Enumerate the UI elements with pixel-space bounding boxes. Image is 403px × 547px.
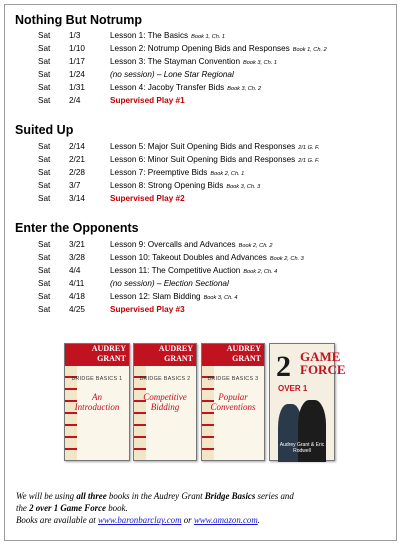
day-label: Sat	[38, 83, 51, 92]
lesson-desc	[110, 44, 327, 53]
book-series: BRIDGE BASICS 3	[207, 376, 259, 382]
lesson-desc	[110, 83, 261, 92]
lesson-title: Lesson 12: Slam Bidding	[110, 292, 201, 301]
day-label: Sat	[38, 70, 51, 79]
schedule-row	[0, 266, 400, 279]
book-ref: Book 1, Ch. 1	[191, 34, 226, 40]
lesson-title: Lesson 1: The Basics	[110, 31, 189, 40]
book-over-label: OVER 1	[278, 384, 308, 393]
date-label: 3/14	[69, 194, 85, 203]
date-label: 1/10	[69, 44, 85, 53]
date-label: 1/17	[69, 57, 85, 66]
book-author: AUDREY GRANT	[202, 344, 264, 366]
lesson-title: Lesson 9: Overcalls and Advances	[110, 240, 236, 249]
date-label: 2/14	[69, 142, 85, 151]
lesson-title: Lesson 7: Preemptive Bids	[110, 168, 208, 177]
footer-line-1: We will be using all three books in the Audrey Grant Bridge Basics series and	[16, 491, 294, 501]
lesson-title: Lesson 11: The Competitive Auction	[110, 266, 241, 275]
lesson-title: Lesson 3: The Stayman Convention	[110, 57, 241, 66]
book-ref: Book 3, Ch. 4	[203, 295, 238, 301]
day-label: Sat	[38, 194, 51, 203]
book-subtitle: Competitive Bidding	[143, 392, 187, 412]
date-label: 1/24	[69, 70, 85, 79]
date-label: 4/4	[69, 266, 81, 275]
book-cover-2-over-1-game-force	[269, 343, 346, 461]
book-author: AUDREY GRANT	[134, 344, 196, 366]
book-author: AUDREY GRANT	[65, 344, 129, 366]
schedule-row	[0, 70, 400, 83]
lesson-desc	[110, 266, 277, 275]
schedule-row	[0, 96, 400, 109]
lesson-desc	[110, 181, 260, 190]
schedule-row	[0, 292, 400, 305]
schedule-row	[0, 57, 400, 70]
book-ref: Book 2, Ch. 3	[269, 256, 304, 262]
date-label: 2/28	[69, 168, 85, 177]
schedule-row	[0, 155, 400, 168]
day-label: Sat	[38, 44, 51, 53]
date-label: 3/7	[69, 181, 81, 190]
lesson-title: Lesson 4: Jacoby Transfer Bids	[110, 83, 225, 92]
day-label: Sat	[38, 305, 51, 314]
book-series: BRIDGE BASICS 1	[71, 376, 123, 382]
no-session-note: (no session) – Election Sectional	[110, 279, 229, 288]
lesson-title: Lesson 2: Notrump Opening Bids and Responses	[110, 44, 290, 53]
book-covers	[64, 343, 346, 463]
book-cover-bridge-basics-2	[133, 343, 197, 461]
book-subtitle: Popular Conventions	[210, 392, 256, 412]
lesson-title: Lesson 10: Takeout Doubles and Advances	[110, 253, 267, 262]
amazon-link[interactable]: www.amazon.com	[193, 515, 258, 526]
day-label: Sat	[38, 181, 51, 190]
lesson-desc	[110, 31, 225, 40]
book-ref: 2/1 G. F.	[298, 145, 320, 151]
date-label: 4/11	[69, 279, 85, 288]
schedule-row	[0, 142, 400, 155]
book-cover-bridge-basics-3	[201, 343, 265, 461]
book-ref: Book 3, Ch. 2	[227, 86, 262, 92]
day-label: Sat	[38, 292, 51, 301]
schedule-row	[0, 31, 400, 44]
date-label: 4/18	[69, 292, 85, 301]
lesson-desc	[110, 240, 273, 249]
schedule-row	[0, 181, 400, 194]
book-ref: Book 2, Ch. 4	[243, 269, 278, 275]
day-label: Sat	[38, 31, 51, 40]
section-title-notrump: Nothing But Notrump	[15, 13, 143, 27]
lesson-desc	[110, 253, 304, 262]
book-ref: Book 3, Ch. 1	[243, 60, 277, 66]
day-label: Sat	[38, 240, 51, 249]
supervised-play-label: Supervised Play #2	[110, 194, 185, 203]
date-label: 2/21	[69, 155, 85, 164]
lesson-desc	[110, 155, 319, 164]
schedule-row	[0, 44, 400, 57]
section-title-suited-up: Suited Up	[15, 123, 74, 137]
book-ref: Book 2, Ch. 2	[238, 243, 273, 249]
schedule-row	[0, 83, 400, 96]
date-label: 1/31	[69, 83, 85, 92]
day-label: Sat	[38, 57, 51, 66]
day-label: Sat	[38, 279, 51, 288]
book-subtitle: An Introduction	[74, 392, 120, 412]
book-ref: Book 3, Ch. 3	[226, 184, 261, 190]
lesson-title: Lesson 6: Minor Suit Opening Bids and Responses	[110, 155, 296, 164]
day-label: Sat	[38, 168, 51, 177]
date-label: 1/3	[69, 31, 81, 40]
day-label: Sat	[38, 96, 51, 105]
baronbarclay-link[interactable]: www.baronbarclay.com	[98, 515, 182, 526]
section-title-opponents: Enter the Opponents	[15, 221, 139, 235]
date-label: 3/28	[69, 253, 85, 262]
day-label: Sat	[38, 142, 51, 151]
schedule-row	[0, 240, 400, 253]
date-label: 2/4	[69, 96, 81, 105]
book-ref: 2/1 G. F.	[298, 158, 320, 164]
schedule-row	[0, 168, 400, 181]
book-number: 2	[276, 350, 291, 383]
date-label: 4/25	[69, 305, 85, 314]
book-authors: Audrey Grant & Eric Rodwell	[279, 442, 325, 454]
book-cover-bridge-basics-1	[64, 343, 130, 461]
book-ref: Book 1, Ch. 2	[292, 47, 327, 53]
lesson-title: Lesson 8: Strong Opening Bids	[110, 181, 224, 190]
supervised-play-label: Supervised Play #1	[110, 96, 185, 105]
lesson-title: Lesson 5: Major Suit Opening Bids and Responses	[110, 142, 296, 151]
day-label: Sat	[38, 266, 51, 275]
footer-note	[16, 490, 388, 527]
supervised-play-label: Supervised Play #3	[110, 305, 185, 314]
schedule-row	[0, 253, 400, 266]
footer-line-2: the 2 over 1 Game Force book.	[16, 503, 128, 514]
schedule-row	[0, 279, 400, 292]
day-label: Sat	[38, 155, 51, 164]
lesson-desc	[110, 168, 244, 177]
footer-line-3: Books are available at www.baronbarclay.com or www.amazon.com.	[16, 515, 260, 526]
lesson-desc	[110, 292, 237, 301]
date-label: 3/21	[69, 240, 85, 249]
book-title: GAME FORCE	[300, 349, 346, 377]
book-series: BRIDGE BASICS 2	[139, 376, 191, 382]
no-session-note: (no session) – Lone Star Regional	[110, 70, 234, 79]
lesson-desc	[110, 57, 277, 66]
schedule-row	[0, 194, 400, 207]
schedule-row	[0, 305, 400, 318]
book-ref: Book 2, Ch. 1	[210, 171, 245, 177]
lesson-desc	[110, 142, 319, 151]
day-label: Sat	[38, 253, 51, 262]
